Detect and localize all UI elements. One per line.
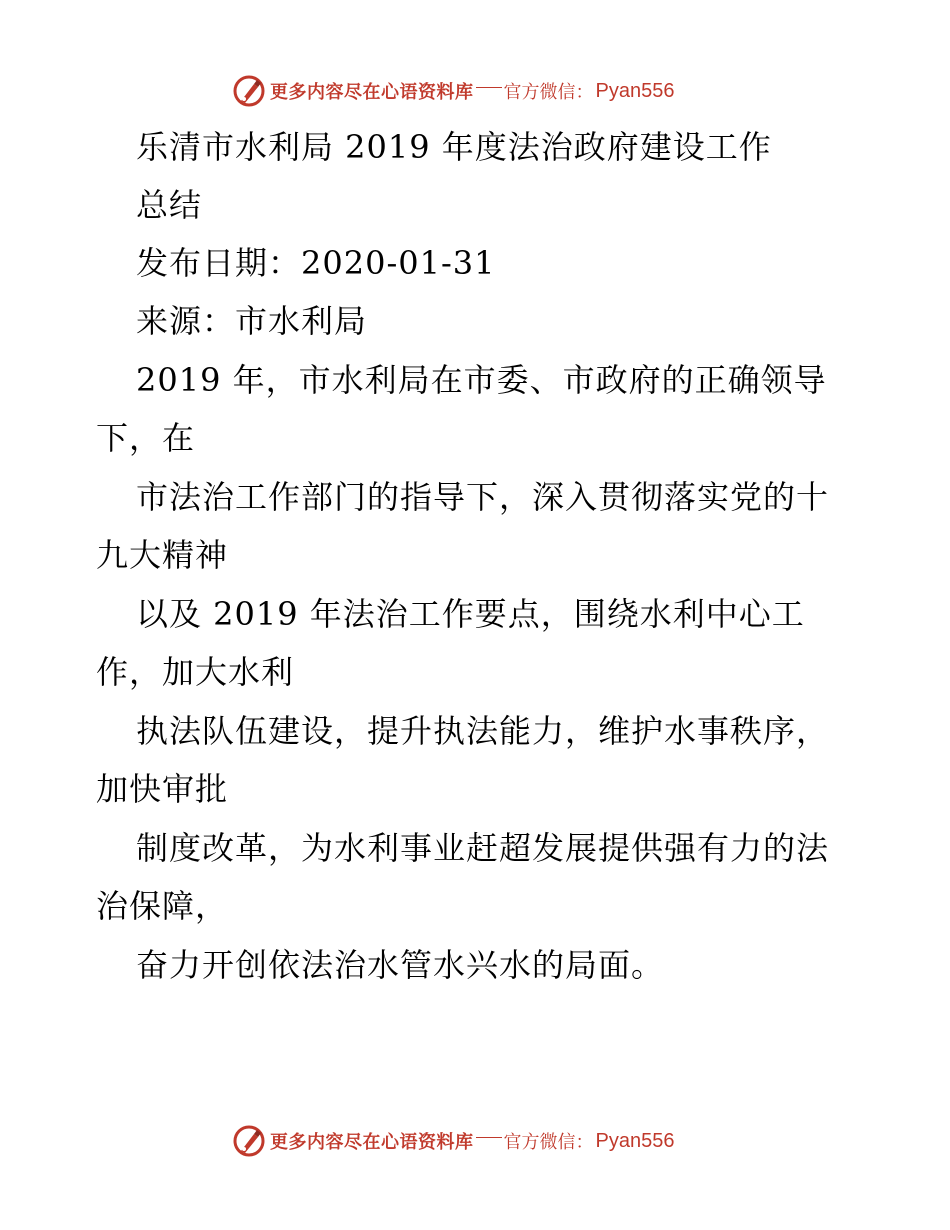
watermark-wechat-label: 官方微信： xyxy=(503,1132,594,1153)
watermark-text: 更多内容尽在心语资料库 xyxy=(270,1132,474,1153)
body-line: 2019 年，市水利局在市委、市政府的正确领导 xyxy=(136,361,827,399)
body-line: 加快审批 xyxy=(96,770,229,808)
publish-date: 发布日期：2020-01-31 xyxy=(136,244,496,282)
document-title-line-1: 乐清市水利局 2019 年度法治政府建设工作 xyxy=(136,128,772,166)
pen-logo-icon xyxy=(232,74,266,108)
watermark-content xyxy=(232,74,674,108)
watermark-dash xyxy=(476,87,502,88)
watermark-banner-bottom xyxy=(0,1120,950,1160)
document-title-line-2: 总结 xyxy=(136,186,203,224)
body-line: 以及 2019 年法治工作要点，围绕水利中心工 xyxy=(136,595,805,633)
body-line: 下，在 xyxy=(96,419,196,457)
pen-logo-icon xyxy=(232,1124,266,1158)
watermark-wechat-id: Pyan556 xyxy=(595,1129,675,1152)
body-line: 奋力开创依法治水管水兴水的局面。 xyxy=(136,946,665,984)
body-line: 市法治工作部门的指导下，深入贯彻落实党的十 xyxy=(136,478,830,516)
watermark-wechat-label: 官方微信： xyxy=(503,82,594,103)
watermark-dash xyxy=(476,1137,502,1138)
body-line: 治保障， xyxy=(96,887,229,925)
body-line: 九大精神 xyxy=(96,536,229,574)
document-source: 来源：市水利局 xyxy=(136,302,368,340)
watermark-banner-top xyxy=(0,70,950,110)
body-line: 执法队伍建设，提升执法能力，维护水事秩序， xyxy=(136,712,830,750)
body-line: 制度改革，为水利事业赶超发展提供强有力的法 xyxy=(136,829,830,867)
watermark-wechat-id: Pyan556 xyxy=(595,79,675,102)
body-line: 作，加大水利 xyxy=(96,653,295,691)
watermark-text: 更多内容尽在心语资料库 xyxy=(270,82,474,103)
watermark-content xyxy=(232,1124,674,1158)
